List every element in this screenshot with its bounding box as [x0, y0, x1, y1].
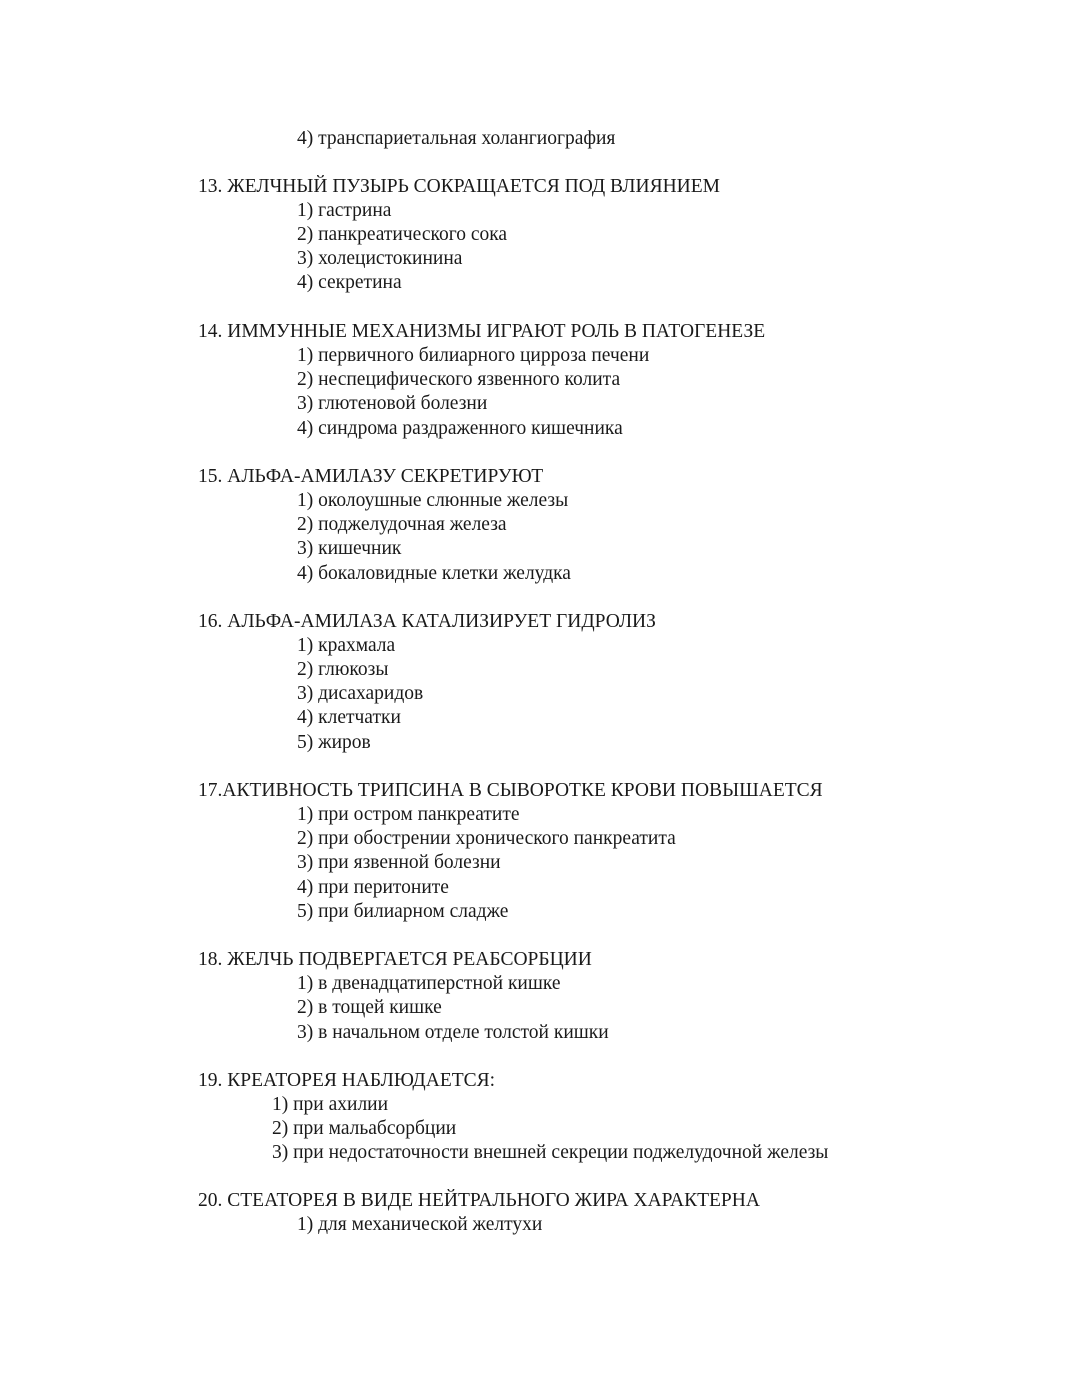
answer-option: 2) поджелудочная железа [297, 514, 507, 535]
answer-option: 1) для механической желтухи [297, 1214, 543, 1235]
answer-option: 3) в начальном отделе толстой кишки [297, 1022, 609, 1043]
answer-option: 2) неспецифического язвенного колита [297, 369, 621, 390]
question-18: 18. ЖЕЛЧЬ ПОДВЕРГАЕТСЯ РЕАБСОРБЦИИ [198, 949, 592, 970]
answer-option: 3) холецистокинина [297, 248, 463, 269]
answer-option: 2) панкреатического сока [297, 224, 508, 245]
answer-option: 4) бокаловидные клетки желудка [297, 563, 571, 584]
answer-option: 3) кишечник [297, 538, 402, 559]
question-16: 16. АЛЬФА-АМИЛАЗА КАТАЛИЗИРУЕТ ГИДРОЛИЗ [198, 611, 656, 632]
answer-option: 3) при недостаточности внешней секреции поджелудочной железы [272, 1142, 829, 1163]
answer-option: 1) крахмала [297, 635, 396, 656]
question-14: 14. ИММУННЫЕ МЕХАНИЗМЫ ИГРАЮТ РОЛЬ В ПАТОГЕНЕЗЕ [198, 321, 766, 342]
answer-option: 5) жиров [297, 732, 371, 753]
answer-option: 1) при ахилии [272, 1094, 389, 1115]
question-19: 19. КРЕАТОРЕЯ НАБЛЮДАЕТСЯ: [198, 1070, 496, 1091]
answer-option: 1) околоушные слюнные железы [297, 490, 569, 511]
answer-option: 2) при мальабсорбции [272, 1118, 457, 1139]
answer-option: 1) при остром панкреатите [297, 804, 520, 825]
answer-option: 2) глюкозы [297, 659, 389, 680]
question-17: 17.АКТИВНОСТЬ ТРИПСИНА В СЫВОРОТКЕ КРОВИ ПОВЫШАЕТСЯ [198, 780, 823, 801]
answer-option: 5) при билиарном сладже [297, 901, 509, 922]
answer-option: 4) при перитоните [297, 877, 449, 898]
answer-option: 4) транспариетальная холангиография [297, 128, 616, 149]
answer-option: 3) глютеновой болезни [297, 393, 488, 414]
answer-option: 2) в тощей кишке [297, 997, 442, 1018]
answer-option: 3) при язвенной болезни [297, 852, 501, 873]
answer-option: 1) гастрина [297, 200, 392, 221]
answer-option: 3) дисахаридов [297, 683, 424, 704]
question-20: 20. СТЕАТОРЕЯ В ВИДЕ НЕЙТРАЛЬНОГО ЖИРА ХАРАКТЕРНА [198, 1190, 760, 1211]
answer-option: 1) в двенадцатиперстной кишке [297, 973, 561, 994]
answer-option: 4) клетчатки [297, 707, 401, 728]
answer-option: 4) секретина [297, 272, 402, 293]
answer-option: 4) синдрома раздраженного кишечника [297, 418, 623, 439]
question-15: 15. АЛЬФА-АМИЛАЗУ СЕКРЕТИРУЮТ [198, 466, 544, 487]
answer-option: 1) первичного билиарного цирроза печени [297, 345, 650, 366]
answer-option: 2) при обострении хронического панкреатита [297, 828, 676, 849]
question-13: 13. ЖЕЛЧНЫЙ ПУЗЫРЬ СОКРАЩАЕТСЯ ПОД ВЛИЯНИЕМ [198, 176, 720, 197]
